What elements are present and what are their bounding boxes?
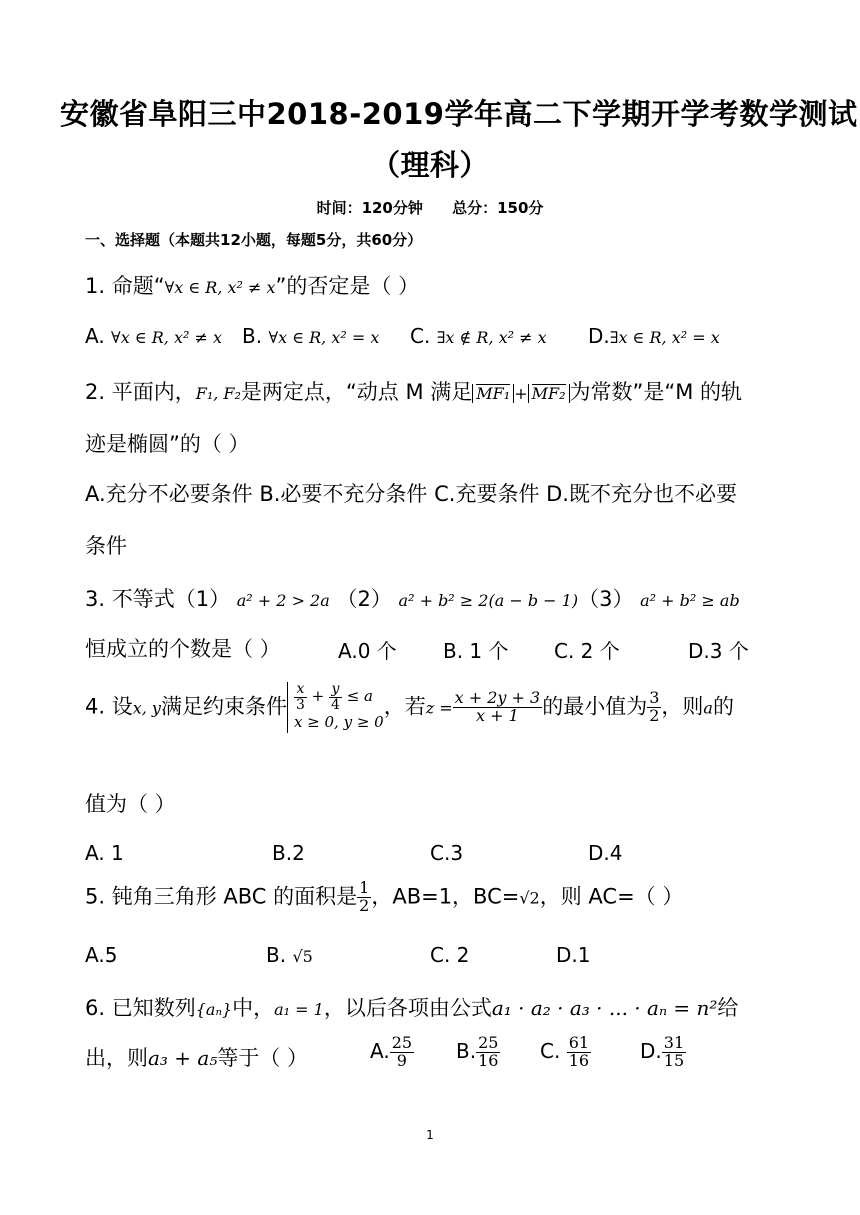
question-2: 2. 平面内，F₁, F₂是两定点，“动点 M 满足 MF₁ + MF₂ 为常数”是“M 的轨	[85, 380, 743, 404]
question-3-line2: 恒成立的个数是（ ）	[85, 637, 281, 661]
question-6-line2: 出，则a₃ + a₅等于（ ）	[85, 1046, 309, 1070]
question-6: 6. 已知数列{aₙ}中，a₁ = 1，以后各项由公式a₁ · a₂ · a₃ · ... · aₙ = n²给	[85, 996, 739, 1020]
q6-option-c: C. $\frac{61}{16}$	[540, 1033, 590, 1070]
q4-option-a: A. 1	[85, 841, 124, 865]
question-4-line2: 值为（ ）	[85, 792, 176, 816]
q6-option-a: A. $\frac{25}{9}$	[370, 1033, 413, 1070]
question-5: 5. 钝角三角形 ABC 的面积是 $\frac{1}{2}$ ，AB=1，BC=√2，则 AC=（ ）	[85, 878, 684, 915]
q1-option-c: C. ∃x ∉ R, x² ≠ x	[410, 324, 547, 348]
section-heading: 一、选择题（本题共12小题，每题5分，共60分）	[85, 231, 423, 249]
q4-option-d: D.4	[588, 841, 623, 865]
exam-meta	[0, 197, 860, 218]
q5-option-c: C. 2	[430, 943, 470, 967]
q1-option-a: A. ∀x ∈ R, x² ≠ x	[85, 324, 222, 348]
q6-option-b: B. $\frac{25}{16}$	[456, 1033, 499, 1070]
question-1: 1. 命题“∀x ∈ R, x² ≠ x”的否定是（ ）	[85, 274, 420, 298]
total-score: 总分：150分	[452, 199, 544, 217]
question-2-options: A.充分不必要条件 B.必要不充分条件 C.充要条件 D.既不充分也不必要	[85, 482, 737, 506]
q6-option-d: D. $\frac{31}{15}$	[640, 1033, 685, 1070]
q1-option-b: B. ∀x ∈ R, x² = x	[242, 324, 380, 348]
question-3: 3. 不等式（1） a² + 2 > 2a （2） a² + b² ≥ 2(a − b − 1)（3） a² + b² ≥ ab	[85, 587, 740, 611]
q3-option-b: B. 1 个	[443, 639, 509, 663]
q5-option-d: D.1	[556, 943, 591, 967]
q5-option-a: A.5	[85, 943, 118, 967]
time-limit: 时间：120分钟	[316, 199, 423, 217]
q3-option-c: C. 2 个	[554, 639, 620, 663]
q3-option-a: A.0 个	[338, 639, 397, 663]
question-2-line2: 迹是椭圆”的（ ）	[85, 432, 250, 456]
q5-option-b: B. √5	[266, 943, 313, 967]
q4-option-b: B.2	[272, 841, 305, 865]
question-2-options-cont: 条件	[85, 534, 127, 558]
page-subtitle: （理科）	[370, 148, 489, 182]
constraint-system: $\frac{x}{3}$ + $\frac{y}{4}$ ≤ a x ≥ 0, y ≥ 0	[287, 682, 384, 733]
q4-option-c: C.3	[430, 841, 464, 865]
q1-option-d: D.∃x ∈ R, x² = x	[588, 324, 720, 348]
q1-math: ∀x ∈ R, x² ≠ x	[164, 278, 276, 297]
q3-option-d: D.3 个	[688, 639, 749, 663]
question-4: 4. 设x, y满足约束条件 $\frac{x}{3}$ + $\frac{y}{4}$ ≤ a x ≥ 0, y ≥ 0 ，若z = $\frac{x + 2y + 3}{x + 1}$ 的最小值为 $\frac{3}{2}$ ，则a的	[85, 681, 734, 732]
page-number: 1	[426, 1128, 434, 1142]
page-title: 安徽省阜阳三中2018-2019学年高二下学期开学考数学测试	[60, 97, 858, 131]
